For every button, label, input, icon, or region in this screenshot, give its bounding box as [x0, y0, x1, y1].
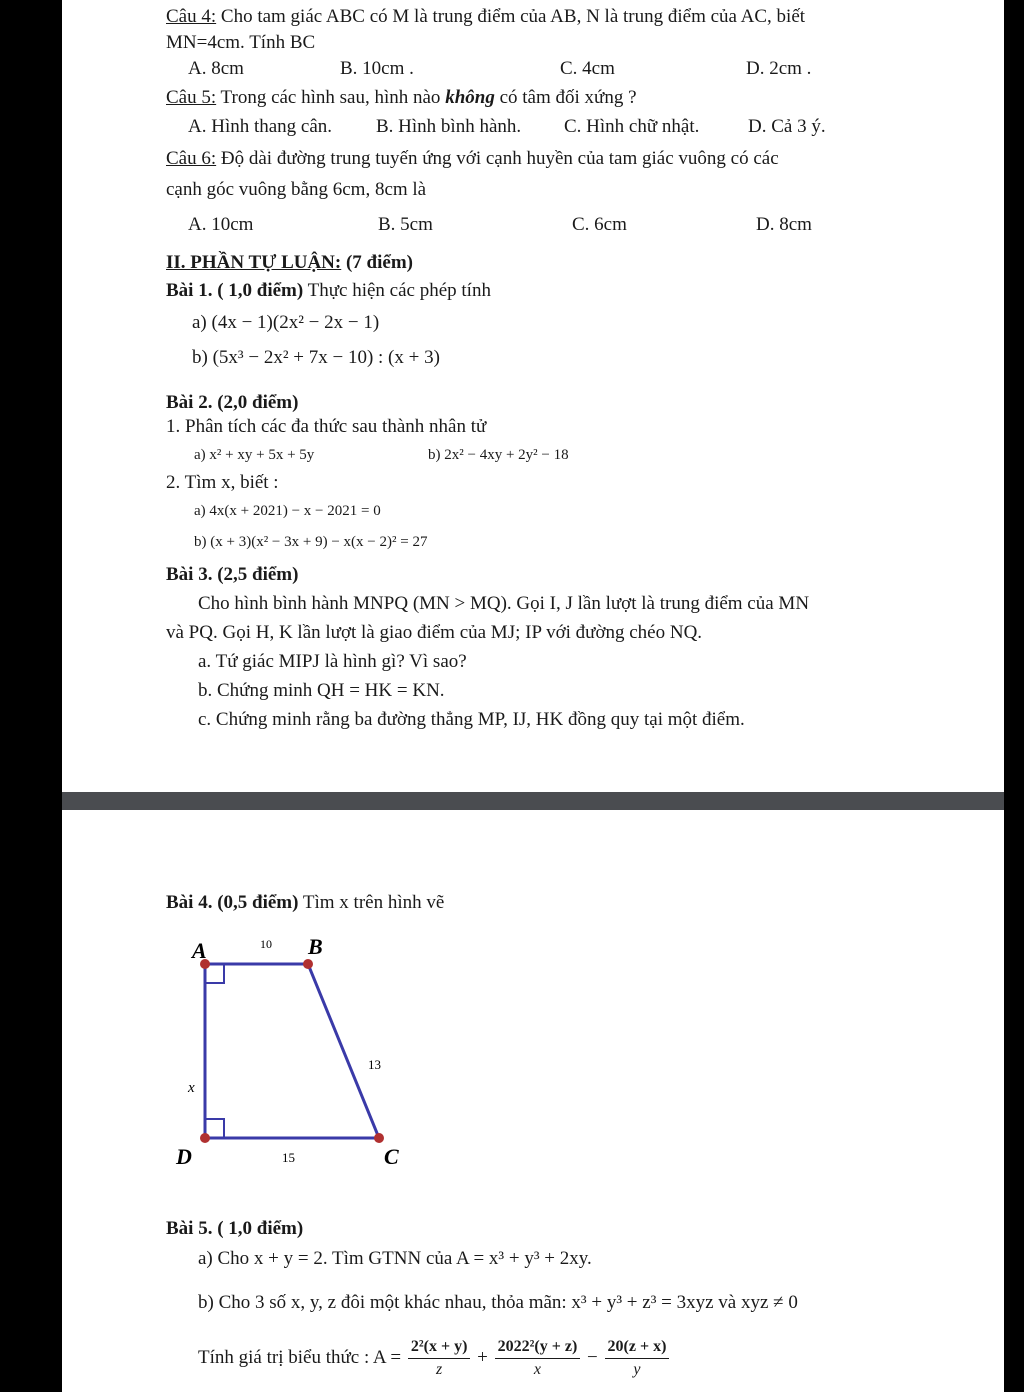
fraction-1: $\frac{\text{2²(x + y)}}{z}$: [408, 1336, 471, 1381]
bai-1-heading: Bài 1. ( 1,0 điểm) Thực hiện các phép tính: [166, 280, 491, 301]
bai-3-heading: Bài 3. (2,5 điểm): [166, 564, 299, 585]
q5-option-b: B. Hình bình hành.: [376, 116, 522, 137]
label-side-dc: 15: [282, 1150, 295, 1165]
bai-2-2a: a) 4x(x + 2021) − x − 2021 = 0: [194, 503, 381, 519]
part-2-heading: II. PHẦN TỰ LUẬN: (7 điểm): [166, 252, 413, 273]
label-side-ad: x: [188, 1080, 195, 1096]
point-d: [200, 1133, 210, 1143]
fraction-3: $\frac{20(z + x)}{y}$: [605, 1336, 670, 1381]
question-4-line2: MN=4cm. Tính BC: [166, 32, 316, 53]
question-4-line1: Câu 4: Cho tam giác ABC có M là trung điểm của AB, N là trung điểm của AC, biết: [166, 6, 806, 27]
q4-option-c: C. 4cm: [560, 58, 615, 79]
question-4-label: Câu 4:: [166, 6, 217, 27]
bai-2-1a: a) x² + xy + 5x + 5y: [194, 447, 315, 463]
q6-option-b: B. 5cm: [378, 214, 433, 235]
bai-2-1b: b) 2x² − 4xy + 2y² − 18: [428, 447, 569, 463]
bai-1a: a) (4x − 1)(2x² − 2x − 1): [192, 312, 380, 333]
q5-option-d: D. Cả 3 ý.: [748, 116, 826, 137]
label-c: C: [384, 1144, 399, 1169]
exam-page-1: [62, 0, 1004, 792]
bai-2-part2: 2. Tìm x, biết :: [166, 472, 279, 493]
q5-option-c: C. Hình chữ nhật.: [564, 116, 700, 137]
bai-3c: c. Chứng minh rằng ba đường thẳng MP, IJ, HK đồng quy tại một điểm.: [198, 709, 745, 730]
page-separator: [62, 792, 1004, 810]
label-d: D: [176, 1144, 192, 1169]
bai-1b: b) (5x³ − 2x² + 7x − 10) : (x + 3): [192, 347, 440, 368]
question-6-label: Câu 6:: [166, 148, 217, 169]
q6-option-a: A. 10cm: [188, 214, 254, 235]
question-5-line1: Câu 5: Trong các hình sau, hình nào không có tâm đối xứng ?: [166, 87, 637, 108]
bai-5-heading: Bài 5. ( 1,0 điểm): [166, 1218, 304, 1239]
q4-option-b: B. 10cm .: [340, 58, 414, 79]
bai-2-heading: Bài 2. (2,0 điểm): [166, 392, 299, 413]
q4-option-d: D. 2cm .: [746, 58, 812, 79]
bai-2-2b: b) (x + 3)(x² − 3x + 9) − x(x − 2)² = 27: [194, 534, 428, 550]
bai-3b: b. Chứng minh QH = HK = KN.: [198, 680, 445, 701]
label-side-ab: 10: [260, 937, 272, 951]
question-6-line1: Câu 6: Độ dài đường trung tuyến ứng với cạnh huyền của tam giác vuông có các: [166, 148, 779, 169]
bai-3a: a. Tứ giác MIPJ là hình gì? Vì sao?: [198, 651, 467, 672]
label-b: B: [308, 934, 323, 959]
bai-3-text2: và PQ. Gọi H, K lần lượt là giao điểm của MJ; IP với đường chéo NQ.: [166, 622, 703, 643]
exam-page-2: [62, 810, 1004, 1392]
q6-option-c: C. 6cm: [572, 214, 627, 235]
trapezoid-abcd: [205, 964, 379, 1138]
point-b: [303, 959, 313, 969]
bai-4-heading: Bài 4. (0,5 điểm) Tìm x trên hình vẽ: [166, 892, 445, 913]
label-a: A: [192, 938, 207, 963]
bai-2-part1: 1. Phân tích các đa thức sau thành nhân tử: [166, 416, 487, 437]
bai-5a: a) Cho x + y = 2. Tìm GTNN của A = x³ + y³ + 2xy.: [198, 1248, 592, 1269]
question-5-label: Câu 5:: [166, 87, 217, 108]
label-side-bc: 13: [368, 1057, 381, 1072]
trapezoid-figure: [162, 928, 402, 1178]
bai-3-text1: Cho hình bình hành MNPQ (MN > MQ). Gọi I, J lần lượt là trung điểm của MN: [198, 593, 810, 614]
bai-5c: Tính giá trị biểu thức : A = $\frac{\text{2²(x + y)}}{z}$ + $\frac{\text{2022²(y + z)}}{x}$ − $\frac{20(z + x)}{y}$: [198, 1336, 671, 1381]
q4-option-a: A. 8cm: [188, 58, 244, 79]
bai-5b: b) Cho 3 số x, y, z đôi một khác nhau, thỏa mãn: x³ + y³ + z³ = 3xyz và xyz ≠ 0: [198, 1292, 798, 1313]
q6-option-d: D. 8cm: [756, 214, 812, 235]
question-6-line2: cạnh góc vuông bằng 6cm, 8cm là: [166, 179, 427, 200]
point-c: [374, 1133, 384, 1143]
fraction-2: $\frac{\text{2022²(y + z)}}{x}$: [495, 1336, 581, 1381]
q5-option-a: A. Hình thang cân.: [188, 116, 333, 137]
